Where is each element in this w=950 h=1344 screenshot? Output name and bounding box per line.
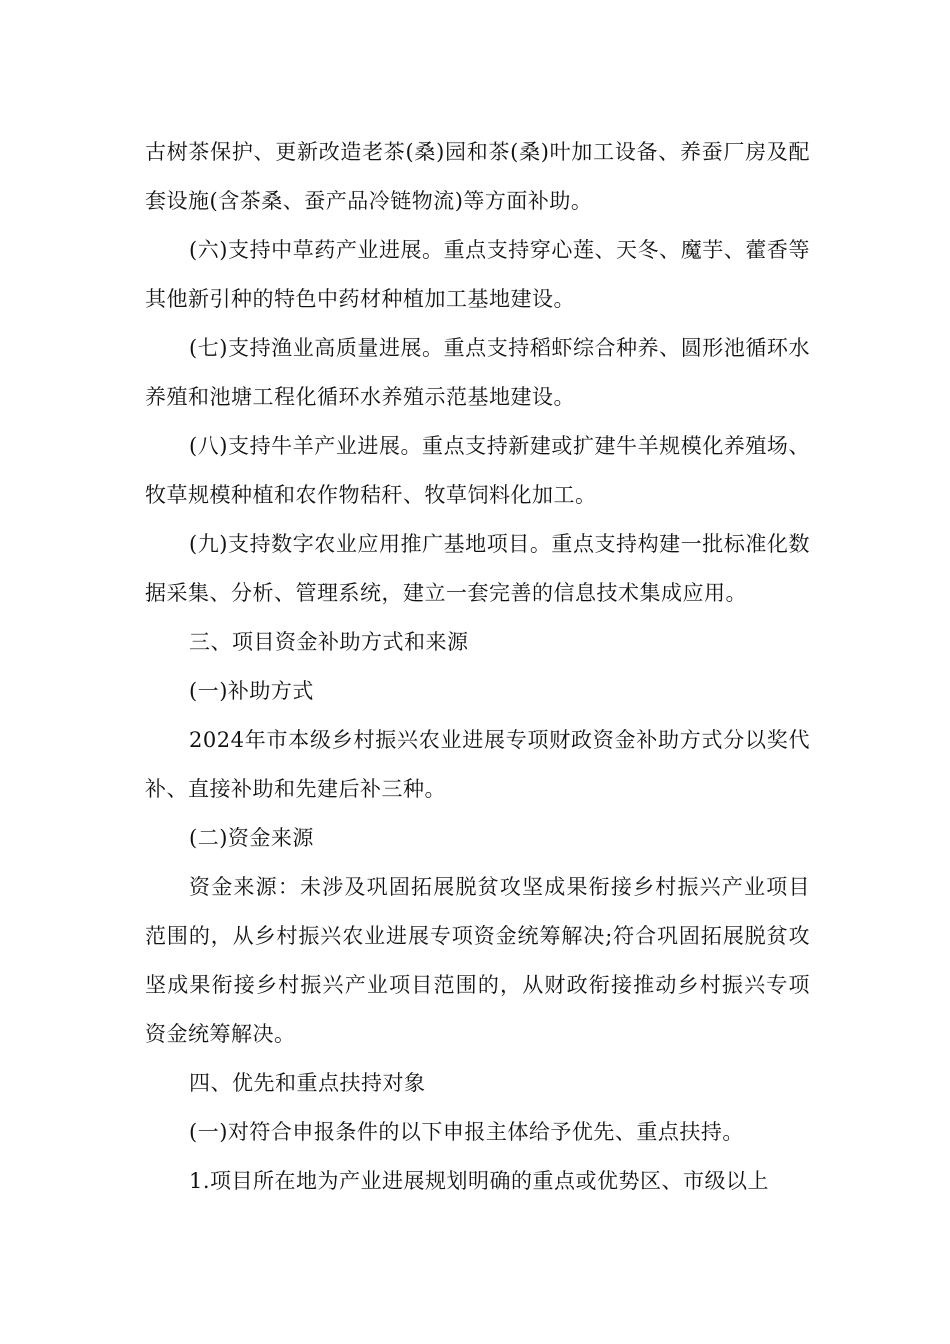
paragraph-fund-source: 资金来源：未涉及巩固拓展脱贫攻坚成果衔接乡村振兴产业项目范围的，从乡村振兴农业进展专项资金统筹解决;符合巩固拓展脱贫攻坚成果衔接乡村振兴产业项目范围的，从财政衔接推动乡村振兴专项资金统筹解决。 <box>145 875 810 1046</box>
subheading-fund-source: (二)资金来源 <box>189 826 314 850</box>
subheading-priority-support: (一)对符合申报条件的以下申报主体给予优先、重点扶持。 <box>189 1120 744 1144</box>
paragraph-item-9: (九)支持数字农业应用推广基地项目。重点支持构建一批标准化数据采集、分析、管理系统，建立一套完善的信息技术集成应用。 <box>145 532 810 605</box>
subheading-subsidy-method: (一)补助方式 <box>189 679 314 703</box>
document-body <box>145 128 810 1206</box>
paragraph-priority-item-1: 1.项目所在地为产业进展规划明确的重点或优势区、市级以上 <box>189 1169 770 1193</box>
paragraph-item-6: (六)支持中草药产业进展。重点支持穿心莲、天冬、魔芋、藿香等其他新引种的特色中药材种植加工基地建设。 <box>145 238 810 311</box>
paragraph-item-7: (七)支持渔业高质量进展。重点支持稻虾综合种养、圆形池循环水养殖和池塘工程化循环水养殖示范基地建设。 <box>145 336 810 409</box>
paragraph-continuation: 古树茶保护、更新改造老茶(桑)园和茶(桑)叶加工设备、养蚕厂房及配套设施(含茶桑、蚕产品冷链物流)等方面补助。 <box>145 140 810 213</box>
paragraph-item-8: (八)支持牛羊产业进展。重点支持新建或扩建牛羊规模化养殖场、牧草规模种植和农作物秸秆、牧草饲料化加工。 <box>145 434 810 507</box>
section-heading-3: 三、项目资金补助方式和来源 <box>189 630 469 654</box>
paragraph-subsidy-method: 2024年市本级乡村振兴农业进展专项财政资金补助方式分以奖代补、直接补助和先建后补三种。 <box>145 728 810 801</box>
section-heading-4: 四、优先和重点扶持对象 <box>189 1071 426 1095</box>
